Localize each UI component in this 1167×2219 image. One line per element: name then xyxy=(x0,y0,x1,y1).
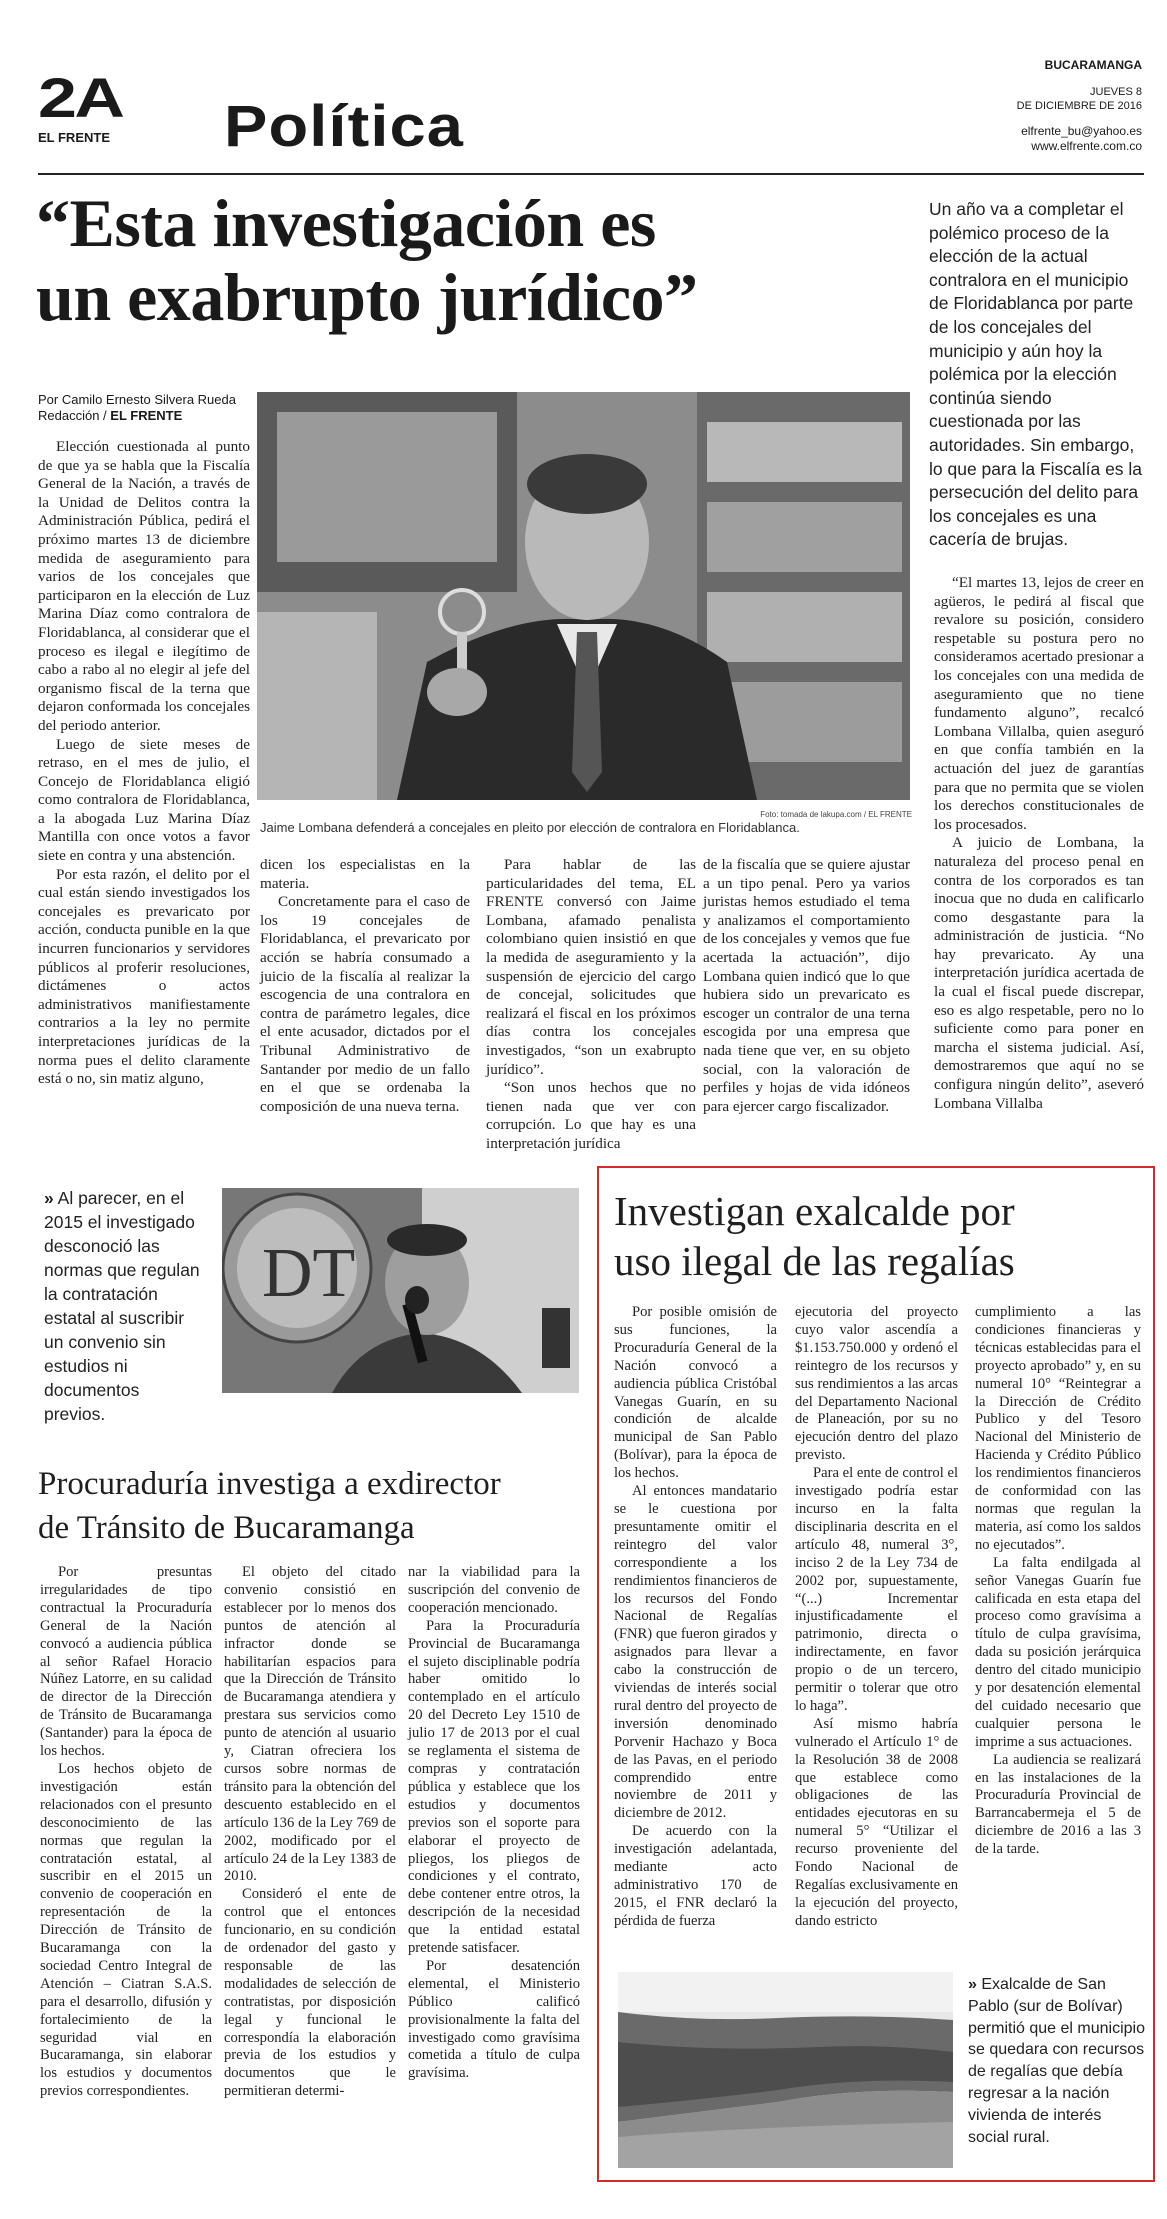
paragraph: dicen los especialistas en la materia. xyxy=(260,856,470,892)
paragraph: El objeto del citado convenio consistió en establecer por lo menos dos puntos de atención al infractor donde se habilitarían espacios para que la Dirección de Tránsito de Bucaramanga atendiera y prestara sus servicios como punto de atención al usuario y, Ciatran ofreciera los cursos sobre normas de tránsito para la obtención del descuento establecido en el artículo 136 de la Ley 769 de 2002, modificado por el artículo 24 de la Ley 1383 de 2010. xyxy=(224,1564,396,1885)
paper-name: EL FRENTE xyxy=(38,130,110,145)
lead-col-5 xyxy=(934,574,1144,1113)
lead-headline-line2: un exabrupto jurídico” xyxy=(36,259,698,335)
lead-col-4 xyxy=(703,856,910,1116)
dt-sign-text: DT xyxy=(262,1235,356,1312)
byline-author: Por Camilo Ernesto Silvera Rueda xyxy=(38,392,236,407)
transit-headline-line2: de Tránsito de Bucaramanga xyxy=(38,1510,415,1546)
paragraph: Los hechos objeto de investigación están relacionados con el presunto desconocimiento de las normas que regulan la contratación estatal, al suscribir en el 2015 un convenio de cooperación en representación de la Dirección de Tránsito de Bucaramanga con la sociedad Centro Integral de Atención – Ciatran S.A.S. para el desarrollo, difusión y fortalecimiento de la seguridad vial en Bucaramanga, sin elaborar los estudios y documentos previos correspondientes. xyxy=(40,1760,212,2100)
transit-col-2 xyxy=(224,1564,396,2101)
paragraph: Para la Procuraduría Provincial de Bucaramanga el sujeto disciplinable podría haber omitido lo contemplado en el artículo 20 del Decreto Ley 1510 de julio 17 de 2013 por el cual se reglamenta el sistema de compras y contratación pública y establece que los estudios y documentos previos son el soporte para elaborar el proyecto de pliegos, los pliegos de condiciones y el contrato, debe contener entre otros, la descripción de la necesidad que la entidad estatal pretende satisfacer. xyxy=(408,1617,580,1957)
byline-desk: Redacción / EL FRENTE xyxy=(38,408,183,423)
san-pablo-aerial-photo-illustration xyxy=(618,1972,953,2168)
paragraph: Elección cuestionada al punto de que ya se habla que la Fiscalía General de la Nación, a través de la Unidad de Delitos contra la Administración Pública, pedirá el próximo martes 13 de diciembre medida de aseguramiento para varios de los concejales que participaron en la elección de Luz Marina Díaz como contralora de Floridablanca, al considerar que el proceso es ilegal e ilegítimo de cabo a rabo al no elegir al jefe del organismo fiscal de la terna que dejaron conformada los concejales del periodo anterior. xyxy=(38,438,250,734)
lead-photo-credit: Foto: tomada de lakupa.com / EL FRENTE xyxy=(760,810,912,819)
transit-col-3 xyxy=(408,1564,580,2083)
paragraph: cumplimiento a las condiciones financieras y técnicas establecidas para el proyecto aprobado” y, en su numeral 10° “Reintegrar a la Dirección de Crédito Publico y del Tesoro Nacional del Ministerio de Hacienda y Crédito Público los rendimientos financieros de conformidad con las normas que regulan la materia, así como los saldos no ejecutados”. xyxy=(975,1304,1141,1553)
paragraph: A juicio de Lombana, la naturaleza del proceso penal en contra de los corporados es tan inocua que no duda en calificarlo como desgastante para la administración de justicia. “No hay prevaricato. Ay una interpretación jurídica acertada de la cual el fiscal puede discrepar, eso es algo respetable, pero no lo suficiente como para poner en marcha el sistema judicial. Así, demostraremos que aquí no se configura ningún delito”, aseveró Lombana Villalba xyxy=(934,834,1144,1112)
paragraph: “Son unos hechos que no tienen nada que ver con corrupción. Lo que hay es una interpretación jurídica xyxy=(486,1079,696,1152)
royalties-photo xyxy=(618,1972,953,2168)
paragraph: Al entonces mandatario se le cuestiona por presuntamente omitir el reintegro del valor correspondiente a los rendimientos financieros de los recursos del Fondo Nacional de Regalías (FNR) que fueron girados y asignados para llevar a cabo la construcción de viviendas de interés social rural dentro del proyecto de inversión denominado Porvenir Hachazo y Boca de las Pavas, en el periodo comprendido entre noviembre de 2011 y diciembre de 2012. xyxy=(614,1483,777,1822)
lead-col-2 xyxy=(260,856,470,1116)
paragraph: Concretamente para el caso de los 19 concejales de Floridablanca, el prevaricato por acción se habría consumado a juicio de la fiscalía al realizar la escogencia de una contralora en contra de parámetro legales, dice el ente acusador, dictados por el Tribunal Administrativo de Santander por medio de un fallo en el que se ordenaba la composición de una nueva terna. xyxy=(260,893,470,1115)
paragraph: La falta endilgada al señor Vanegas Guarín fue calificada en esta etapa del proceso como gravísima a título de culpa gravísima, dada su posición jerárquica dentro del citado municipio y por desatención elemental del cuidado necesario que cualquier persona le imprime a sus actuaciones. xyxy=(975,1554,1141,1750)
paragraph: La audiencia se realizará en las instalaciones de la Procuraduría Provincial de Barrancabermeja el 5 de diciembre de 2016 a las 3 de la tarde. xyxy=(975,1751,1141,1858)
royalties-pullquote xyxy=(968,1974,1146,2148)
paragraph: De acuerdo con la investigación adelantada, mediante acto administrativo 170 de 2015, el FNR declaró la pérdida de fuerza xyxy=(614,1823,777,1929)
lead-col-1 xyxy=(38,438,250,1089)
section-number: 2A xyxy=(38,66,123,129)
paragraph: Por desatención elemental, el Ministerio Público calificó provisionalmente la falta del investigado como gravísima cometida a título de culpa gravísima. xyxy=(408,1957,580,2082)
transit-photo xyxy=(222,1188,579,1393)
lead-headline-line1: “Esta investigación es xyxy=(36,185,656,261)
paragraph: ejecutoria del proyecto cuyo valor ascendía a $1.153.750.000 y ordenó el reintegro de los recursos y sus rendimientos a las arcas del Departamento Nacional de Planeación, por su no ejecución dentro del plazo previsto. xyxy=(795,1304,958,1464)
lombana-photo-illustration xyxy=(257,392,910,800)
paragraph: Para el ente de control el investigado podría estar incurso en la falta disciplinaria descrita en el artículo 48, numeral 3°, inciso 2 de la Ley 734 de 2002 por, supuestamente, “(...) Incrementar injustificadamente el patrimonio, directa o indirectamente, en favor propio o de un tercero, permitir o tolerar que otro lo haga”. xyxy=(795,1465,958,1714)
lead-byline xyxy=(38,392,250,424)
paragraph: Luego de siete meses de retraso, en el mes de julio, el Concejo de Floridablanca eligió como contralora de Floridablanca, a la abogada Luz Marina Díaz Mantilla con once votos a favor siete en contra y una abstención. xyxy=(38,735,250,865)
royalties-col-1 xyxy=(614,1304,777,1931)
royalties-col-3 xyxy=(975,1304,1141,1859)
paragraph: “El martes 13, lejos de creer en agüeros, le pedirá al fiscal que revalore su posición, considero respetable su postura pero no consideramos acertado presionar a los concejales con una medida de aseguramiento que no tiene fundamento alguno”, recalcó Lombana Villalba, quien aseguró en que confía también en la actuación del juez de garantías para que no permita que se violen los derechos constitucionales de los procesados. xyxy=(934,574,1144,833)
paragraph: Por esta razón, el delito por el cual están siendo investigados los concejales es prevaricato por acción, conducta punible en la que incurren funcionarios y servidores públicos al proferir resoluciones, dictámenes o actos administrativos manifiestamente contrarios a la ley no permite interpretaciones jurídicas de la norma pues el delito claramente está o no, sin matiz alguno, xyxy=(38,865,250,1088)
section-title: Política xyxy=(224,94,465,159)
transit-director-photo-illustration xyxy=(222,1188,579,1393)
royalties-col-2 xyxy=(795,1304,958,1931)
masthead-city: BUCARAMANGA xyxy=(1044,58,1142,72)
paragraph: Por posible omisión de sus funciones, la Procuraduría General de la Nación convocó a audiencia pública Cristóbal Vanegas Guarín, en su condición de alcalde municipal de San Pablo (Bolívar), para la época de los hechos. xyxy=(614,1304,777,1482)
masthead-email[interactable]: elfrente_bu@yahoo.es xyxy=(1021,124,1142,138)
transit-col-1 xyxy=(40,1564,212,2101)
paragraph: Así mismo habría vulnerado el Artículo 1° de la Resolución 38 de 2008 que establece como obligaciones de las entidades ejecutoras en su numeral 5° “Utilizar el recurso proveniente del Fondo Nacional de Regalías exclusivamente en la ejecución del proyecto, dando estricto xyxy=(795,1715,958,1929)
paragraph: nar la viabilidad para la suscripción del convenio de cooperación mencionado. xyxy=(408,1564,580,1616)
lead-standfirst: Un año va a completar el polémico proceso de la elección de la actual contralora en el municipio de Floridablanca por parte de los concejales del municipio y aún hoy la polémica por la elección continúa siendo cuestionada por las autoridades. Sin embargo, lo que para la Fiscalía es la persecución del delito para los concejales es una cacería de brujas. xyxy=(929,199,1143,550)
masthead-date: DE DICIEMBRE DE 2016 xyxy=(1016,100,1142,112)
byline-paper: EL FRENTE xyxy=(110,408,183,423)
lead-col-3 xyxy=(486,856,696,1154)
pullquote-arrow-icon: » xyxy=(968,1976,977,1993)
pullquote-arrow-icon: » xyxy=(44,1188,54,1208)
lead-headline xyxy=(36,186,916,334)
royalties-headline xyxy=(614,1186,1144,1286)
masthead-website[interactable]: www.elfrente.com.co xyxy=(1031,139,1142,153)
transit-headline xyxy=(38,1462,598,1550)
lead-photo-caption: Jaime Lombana defenderá a concejales en pleito por elección de contralora en Floridablanca. xyxy=(260,820,800,835)
royalties-pullquote-text: Exalcalde de San Pablo (sur de Bolívar) permitió que el municipio se quedara con recursos de regalías que debía regresar a la nación vivienda de interés social rural. xyxy=(968,1976,1145,2146)
transit-pullquote xyxy=(44,1186,202,1426)
masthead-weekday: JUEVES 8 xyxy=(1090,86,1142,98)
paragraph: Por presuntas irregularidades de tipo contractual la Procuraduría General de la Nación convocó a audiencia pública al señor Rafael Horacio Núñez Latorre, en su calidad de director de la Dirección de Tránsito de Bucaramanga (Santander) para la época de los hechos. xyxy=(40,1564,212,1760)
masthead-rule xyxy=(38,173,1144,175)
lead-photo xyxy=(257,392,910,800)
royalties-headline-line1: Investigan exalcalde por xyxy=(614,1188,1015,1234)
royalties-headline-line2: uso ilegal de las regalías xyxy=(614,1238,1015,1284)
paragraph: Para hablar de las particularidades del tema, EL FRENTE conversó con Jaime Lombana, afamado penalista colombiano quien insistió en que la medida de aseguramiento y la suspensión de ejercicio del cargo de concejal, solicitudes que realizará el fiscal en los próximos días contra los concejales investigados, “son un exabrupto jurídico”. xyxy=(486,856,696,1078)
transit-pullquote-text: Al parecer, en el 2015 el investigado desconoció las normas que regulan la contratación estatal al suscribir un convenio sin estudios ni documentos previos. xyxy=(44,1188,200,1424)
paragraph: de la fiscalía que se quiere ajustar a un tipo penal. Pero ya varios juristas hemos estudiado el tema y analizamos el comportamiento de los concejales y vemos que fue acertada la actuación”, dijo Lombana quien indicó que lo que hubiera sido un prevaricato es escoger un contralor de una terna escogida por una empresa que nada tiene que ver, en su objeto social, con la valoración de perfiles y hojas de vida idóneos para ejercer cargo fiscalizador. xyxy=(703,856,910,1115)
transit-headline-line1: Procuraduría investiga a exdirector xyxy=(38,1466,501,1502)
paragraph: Consideró el ente de control que el entonces funcionario, en su condición de ordenador del gasto y responsable de las modalidades de selección de contratistas, por disposición legal y funcional le correspondía la elaboración previa de los estudios y documentos que le permitieran determi- xyxy=(224,1886,396,2100)
